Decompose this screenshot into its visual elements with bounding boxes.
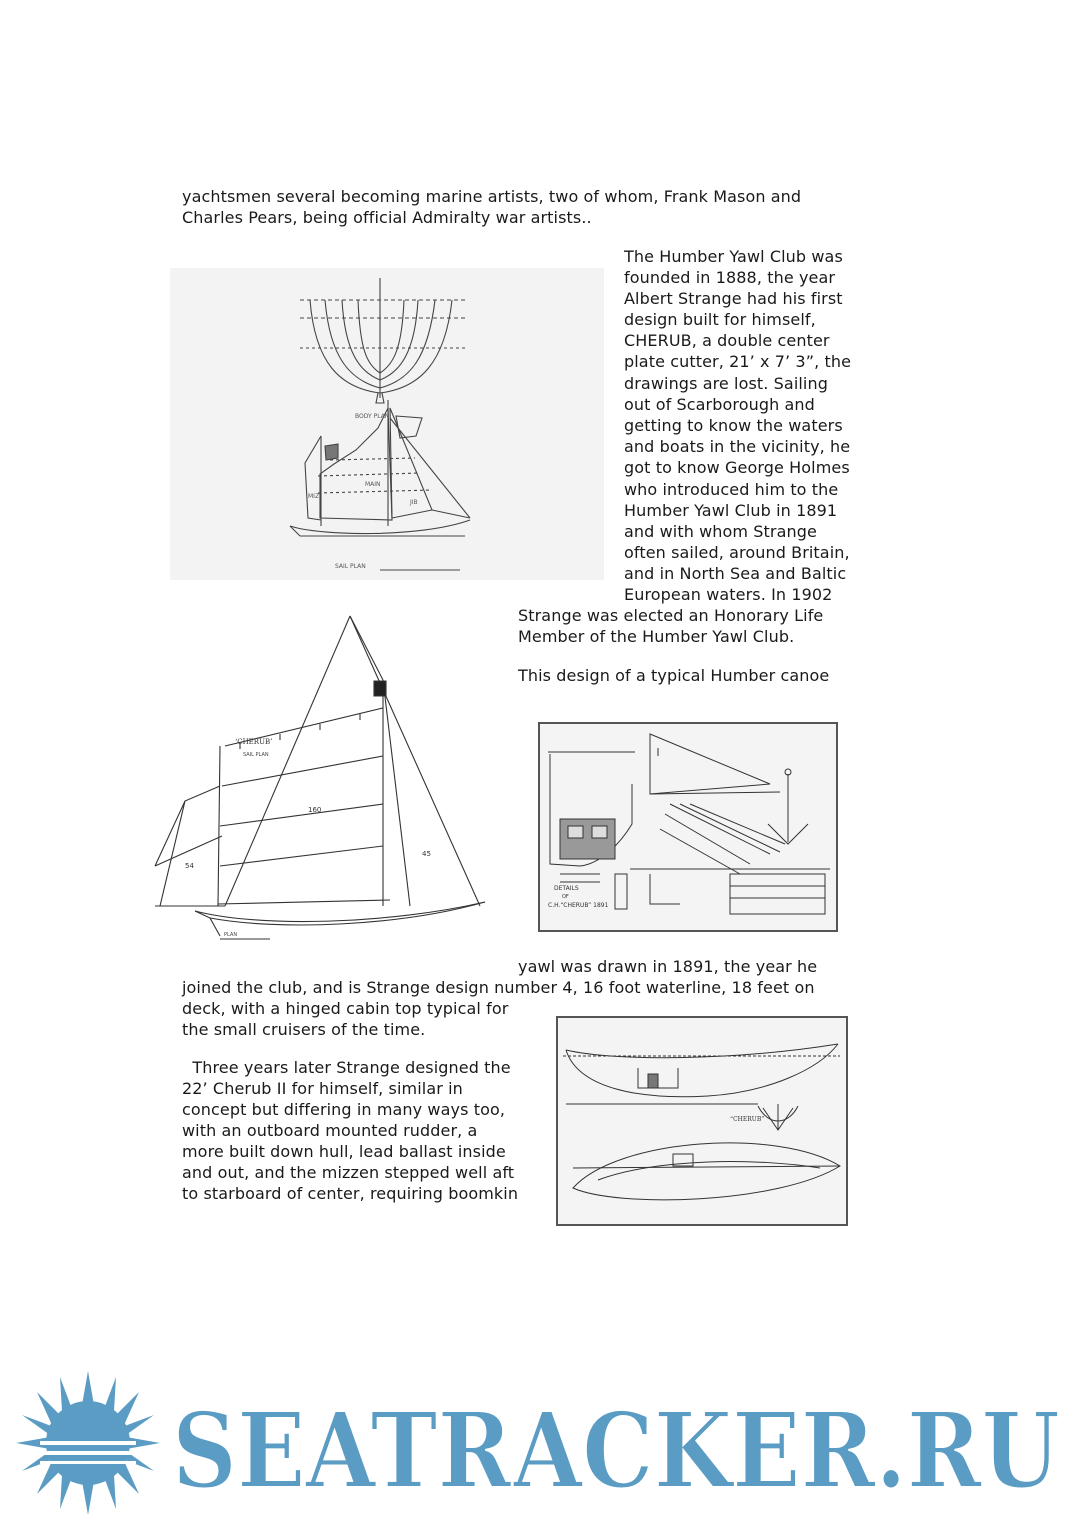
figure-cherub-sail-plan xyxy=(140,606,498,950)
sail-area-label: 54 xyxy=(185,862,194,870)
plan-label: PLAN xyxy=(224,932,238,938)
sail-area-label: 45 xyxy=(422,850,431,858)
paragraph-line: who introduced him to the xyxy=(624,480,839,499)
body-plan-caption: BODY PLAN xyxy=(355,413,390,420)
figure-cherub-details xyxy=(538,722,838,932)
fig-title: ‘CHERUB’ xyxy=(235,738,273,746)
paragraph-line: Albert Strange had his first xyxy=(624,289,843,308)
honorary-line: Member of the Humber Yawl Club. xyxy=(518,627,795,646)
paragraph-line: founded in 1888, the year xyxy=(624,268,836,287)
yawl-line: yawl was drawn in 1891, the year he xyxy=(518,957,818,976)
watermark-text: SEATRACKER.RU xyxy=(172,1389,1060,1512)
paragraph-line: and boats in the vicinity, he xyxy=(624,437,851,456)
paragraph-line: concept but differing in many ways too, xyxy=(182,1100,506,1119)
deck-line: deck, with a hinged cabin top typical for xyxy=(182,999,509,1018)
paragraph-line: and in North Sea and Baltic xyxy=(624,564,847,583)
paragraph-line: more built down hull, lead ballast inside xyxy=(182,1142,506,1161)
sail-plan-caption: SAIL PLAN xyxy=(335,563,366,570)
figure-body-and-sail-plan xyxy=(170,268,604,580)
paragraph-line: Humber Yawl Club in 1891 xyxy=(624,501,838,520)
sail-area-label: 160 xyxy=(308,806,322,814)
paragraph-line: The Humber Yawl Club was xyxy=(624,247,843,266)
sun-burst-icon xyxy=(16,1371,160,1515)
paragraph-line: getting to know the waters xyxy=(624,416,843,435)
intro-line: yachtsmen several becoming marine artists, two of whom, Frank Mason and xyxy=(182,187,802,206)
paragraph-line: CHERUB, a double center xyxy=(624,331,830,350)
paragraph-line: got to know George Holmes xyxy=(624,458,850,477)
sail-label: MAIN xyxy=(365,481,381,488)
intro-line: Charles Pears, being official Admiralty war artists.. xyxy=(182,208,592,227)
hull-name-label: “CHERUB” xyxy=(730,1116,765,1123)
paragraph-line: and out, and the mizzen stepped well aft xyxy=(182,1163,515,1182)
paragraph-line: and with whom Strange xyxy=(624,522,817,541)
canoe-line: This design of a typical Humber canoe xyxy=(518,666,830,685)
figure-hull-lines xyxy=(556,1016,848,1226)
yawl-line: joined the club, and is Strange design number 4, 16 foot waterline, 18 feet on xyxy=(182,978,815,997)
paragraph-line: out of Scarborough and xyxy=(624,395,815,414)
paragraph-line: often sailed, around Britain, xyxy=(624,543,850,562)
paragraph-line: to starboard of center, requiring boomkin xyxy=(182,1184,519,1203)
paragraph-line: plate cutter, 21’ x 7’ 3”, the xyxy=(624,352,852,371)
paragraph-line: design built for himself, xyxy=(624,310,816,329)
paragraph-line: 22’ Cherub II for himself, similar in xyxy=(182,1079,463,1098)
fig-subtitle: SAIL PLAN xyxy=(243,752,269,758)
details-caption: OF xyxy=(562,894,569,900)
deck-line: the small cruisers of the time. xyxy=(182,1020,426,1039)
details-caption: DETAILS xyxy=(554,885,579,892)
paragraph-line: drawings are lost. Sailing xyxy=(624,374,828,393)
watermark-banner xyxy=(0,1365,1080,1527)
paragraph-line: Three years later Strange designed the xyxy=(182,1058,511,1077)
sail-label: JIB xyxy=(410,499,418,506)
details-caption: C.H.“CHERUB” 1891 xyxy=(548,902,609,909)
paragraph-line: with an outboard mounted rudder, a xyxy=(182,1121,478,1140)
paragraph-line: European waters. In 1902 xyxy=(624,585,833,604)
sail-label: MIZ xyxy=(308,493,320,500)
honorary-line: Strange was elected an Honorary Life xyxy=(518,606,824,625)
